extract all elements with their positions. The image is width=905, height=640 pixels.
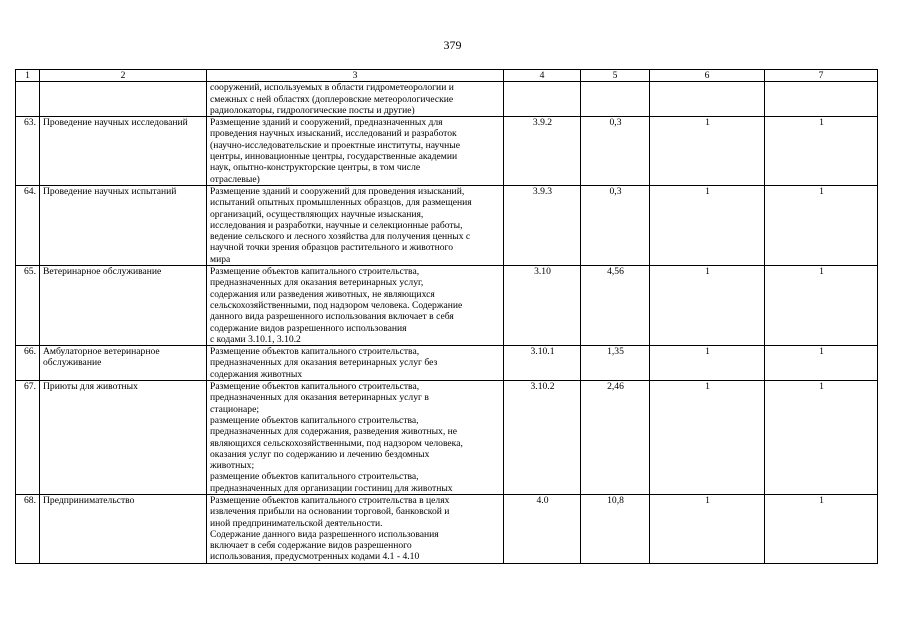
table-row <box>16 117 878 186</box>
code-cell: 4.0 <box>504 494 581 563</box>
row-number-cell: 66. <box>16 346 40 381</box>
description-line: мира <box>210 253 231 265</box>
description-line: центры, инновационные центры, государственные академии <box>210 151 458 163</box>
column-7-cell: 1 <box>765 185 878 265</box>
row-number-cell: 63. <box>16 117 40 186</box>
column-6-cell: 1 <box>650 185 765 265</box>
header-cell: 2 <box>40 70 207 82</box>
description-line: оказания услуг по содержанию и лечению бездомных <box>210 448 430 460</box>
description-line: содержания животных <box>210 368 303 380</box>
description-line: извлечения прибыли на основании торговой, банковской и <box>210 506 450 518</box>
code-cell: 3.9.3 <box>504 185 581 265</box>
description-line: сельскохозяйственными, под надзором человека. Содержание <box>210 299 463 311</box>
code-cell: 3.10.1 <box>504 346 581 381</box>
header-cell: 5 <box>581 70 650 82</box>
column-7-cell: 1 <box>765 381 878 495</box>
table-row <box>16 381 878 495</box>
description-line: Размещение объектов капитального строительства, <box>210 266 420 278</box>
description-cell <box>207 346 504 381</box>
object-name-cell: Приюты для животных <box>40 381 207 495</box>
value-cell: 2,46 <box>581 381 650 495</box>
header-cell: 3 <box>207 70 504 82</box>
description-line: Размещение объектов капитального строительства, <box>210 346 420 358</box>
description-line: включает в себя содержание видов разрешенного <box>210 540 412 552</box>
description-cell <box>207 494 504 563</box>
description-line: наук, опытно-конструкторские центры, в том числе <box>210 162 421 174</box>
table-row <box>16 82 878 117</box>
land-use-table <box>15 69 878 564</box>
row-number-cell: 65. <box>16 266 40 346</box>
description-line: предназначенных для оказания ветеринарных услуг, <box>210 277 424 289</box>
object-name-cell: Амбулаторное ветеринарное обслуживание <box>40 346 207 381</box>
object-name-cell: Предпринимательство <box>40 494 207 563</box>
code-cell: 3.9.2 <box>504 117 581 186</box>
page-number: 379 <box>443 38 462 52</box>
row-number-cell: 67. <box>16 381 40 495</box>
description-line: животных; <box>210 460 255 472</box>
description-line: размещение объектов капитального строительства, <box>210 414 419 426</box>
description-line: иной предпринимательской деятельности. <box>210 517 383 529</box>
value-cell: 0,3 <box>581 185 650 265</box>
object-name-cell <box>40 82 207 117</box>
description-line: содержания или разведения животных, не являющихся <box>210 288 435 300</box>
description-line: проведения научных изысканий, исследований и разработок <box>210 128 457 140</box>
description-line: Размещение объектов капитального строительства в целях <box>210 494 450 506</box>
column-7-cell: 1 <box>765 266 878 346</box>
table-row <box>16 185 878 265</box>
table-row <box>16 266 878 346</box>
row-number-cell <box>16 82 40 117</box>
column-6-cell <box>650 82 765 117</box>
header-cell: 7 <box>765 70 878 82</box>
description-line: являющихся сельскохозяйственными, под надзором человека, <box>210 437 463 449</box>
value-cell <box>581 82 650 117</box>
description-cell <box>207 381 504 495</box>
description-line: Размещение объектов капитального строительства, <box>210 381 420 393</box>
value-cell: 10,8 <box>581 494 650 563</box>
value-cell: 0,3 <box>581 117 650 186</box>
column-7-cell: 1 <box>765 117 878 186</box>
description-line: научной точки зрения образцов растительного и животного <box>210 242 454 254</box>
description-line: предназначенных для содержания, разведения животных, не <box>210 426 458 438</box>
description-line: предназначенных для организации гостиниц для животных <box>210 482 453 494</box>
description-line: (научно-исследовательские и проектные институты, научные <box>210 139 460 151</box>
table-row <box>16 346 878 381</box>
table-row <box>16 494 878 563</box>
description-cell <box>207 82 504 117</box>
description-line: Размещение зданий и сооружений для проведения изысканий, <box>210 185 465 197</box>
object-name-cell: Проведение научных исследований <box>40 117 207 186</box>
description-line: данного вида разрешенного использования включает в себя <box>210 311 454 323</box>
description-line: Размещение зданий и сооружений, предназначенных для <box>210 117 443 129</box>
column-6-cell: 1 <box>650 494 765 563</box>
description-line: радиолокаторы, гидрологические посты и другие) <box>210 104 415 116</box>
code-cell: 3.10.2 <box>504 381 581 495</box>
code-cell <box>504 82 581 117</box>
object-name-cell: Проведение научных испытаний <box>40 185 207 265</box>
description-cell <box>207 266 504 346</box>
column-6-cell: 1 <box>650 346 765 381</box>
value-cell: 4,56 <box>581 266 650 346</box>
column-6-cell: 1 <box>650 117 765 186</box>
table-header-row <box>16 70 878 82</box>
description-line: предназначенных для оказания ветеринарных услуг в <box>210 392 429 404</box>
description-line: предназначенных для оказания ветеринарных услуг без <box>210 357 438 369</box>
object-name-cell: Ветеринарное обслуживание <box>40 266 207 346</box>
description-line: с кодами 3.10.1, 3.10.2 <box>210 333 301 345</box>
description-line: организаций, осуществляющих научные изыскания, <box>210 208 424 220</box>
column-7-cell: 1 <box>765 494 878 563</box>
column-7-cell: 1 <box>765 346 878 381</box>
column-6-cell: 1 <box>650 381 765 495</box>
description-line: сооружений, используемых в области гидрометеорологии и <box>210 82 454 94</box>
value-cell: 1,35 <box>581 346 650 381</box>
description-cell <box>207 185 504 265</box>
column-7-cell <box>765 82 878 117</box>
description-line: использования, предусмотренных кодами 4.1 - 4.10 <box>210 551 420 563</box>
header-cell: 4 <box>504 70 581 82</box>
description-line: исследования и разработки, научные и селекционные работы, <box>210 219 463 231</box>
row-number-cell: 68. <box>16 494 40 563</box>
header-cell: 6 <box>650 70 765 82</box>
description-line: ведение сельского и лесного хозяйства для получения ценных с <box>210 231 471 243</box>
description-line: размещение объектов капитального строительства, <box>210 471 419 483</box>
description-line: смежных с ней областях (доплеровские метеорологические <box>210 93 454 105</box>
header-cell: 1 <box>16 70 40 82</box>
column-6-cell: 1 <box>650 266 765 346</box>
description-line: Содержание данного вида разрешенного использования <box>210 528 439 540</box>
description-line: стационаре; <box>210 403 260 415</box>
row-number-cell: 64. <box>16 185 40 265</box>
description-cell <box>207 117 504 186</box>
code-cell: 3.10 <box>504 266 581 346</box>
description-line: отраслевые) <box>210 173 260 185</box>
description-line: содержание видов разрешенного использования <box>210 322 407 334</box>
description-line: испытаний опытных промышленных образцов, для размещения <box>210 197 472 209</box>
